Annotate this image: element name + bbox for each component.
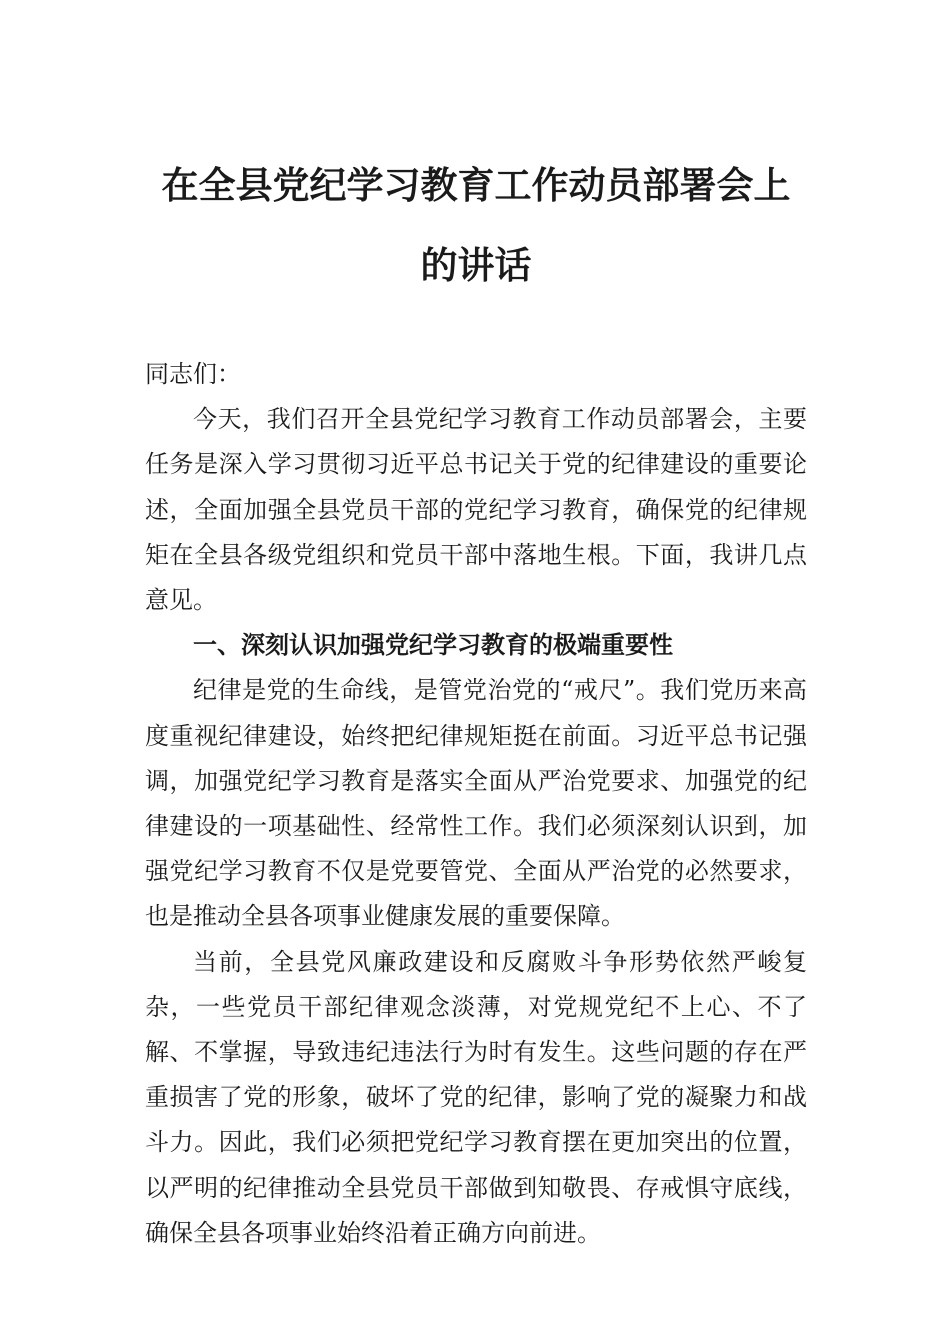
document-body <box>145 352 807 1256</box>
document-page <box>145 145 807 1256</box>
document-title: 在全县党纪学习教育工作动员部署会上的讲话 <box>161 163 791 287</box>
section-heading-1: 一、深刻认识加强党纪学习教育的极端重要性 <box>193 631 673 660</box>
intro-paragraph: 今天，我们召开全县党纪学习教育工作动员部署会，主要任务是深入学习贯彻习近平总书记关于党的纪律建设的重要论述，全面加强全县党员干部的党纪学习教育，确保党的纪律规矩在全县各级党组织和党员干部中落地生根。下面，我讲几点意见。 <box>145 405 807 615</box>
salutation: 同志们： <box>145 360 241 388</box>
body-paragraph-1: 纪律是党的生命线，是管党治党的“戒尺”。我们党历来高度重视纪律建设，始终把纪律规矩挺在前面。习近平总书记强调，加强党纪学习教育是落实全面从严治党要求、加强党的纪律建设的一项基础性、经常性工作。我们必须深刻认识到，加强党纪学习教育不仅是党要管党、全面从严治党的必然要求，也是推动全县各项事业健康发展的重要保障。 <box>145 676 807 931</box>
body-paragraph-2: 当前，全县党风廉政建设和反腐败斗争形势依然严峻复杂，一些党员干部纪律观念淡薄，对党规党纪不上心、不了解、不掌握，导致违纪违法行为时有发生。这些问题的存在严重损害了党的形象，破坏了党的纪律，影响了党的凝聚力和战斗力。因此，我们必须把党纪学习教育摆在更加突出的位置，以严明的纪律推动全县党员干部做到知敬畏、存戒惧守底线，确保全县各项事业始终沿着正确方向前进。 <box>145 947 807 1247</box>
